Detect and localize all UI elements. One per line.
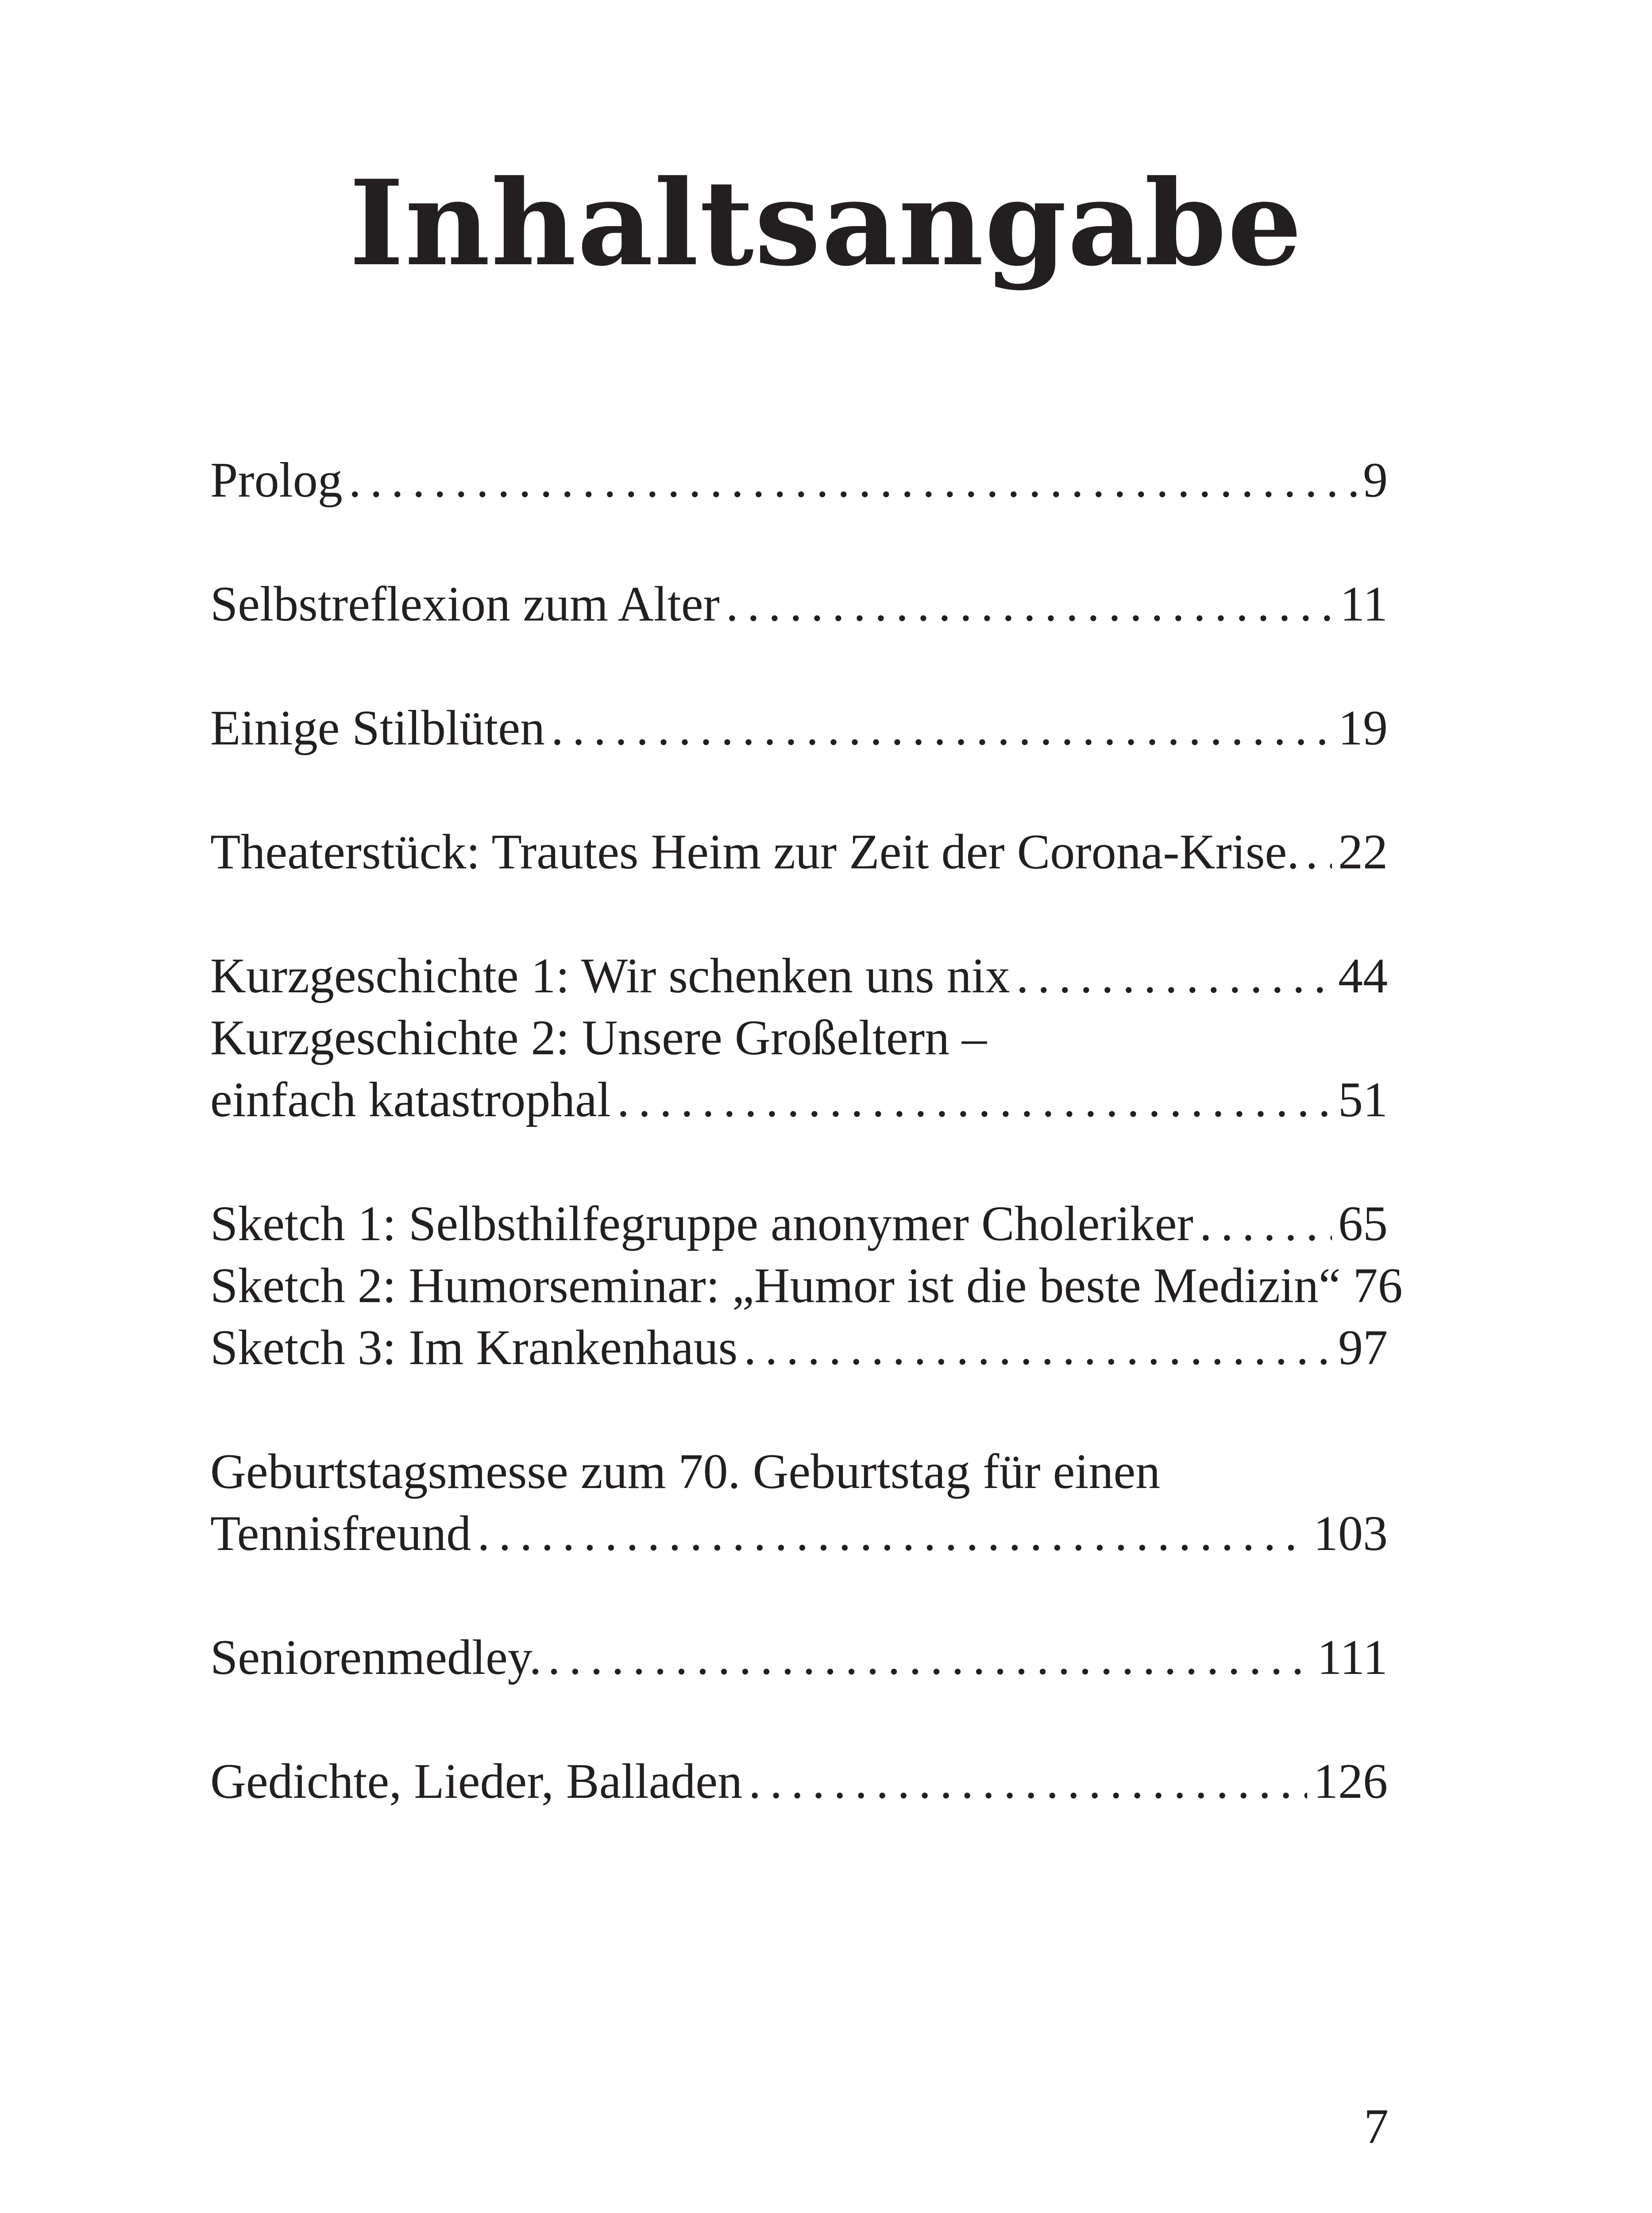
toc-entry-page: 76 <box>1353 1258 1403 1313</box>
toc-entry-label: Tennisfreund <box>210 1506 471 1561</box>
toc-entry-geburtstagsmesse[interactable] <box>210 1503 1388 1565</box>
toc-entry-kurzgeschichte-1[interactable] <box>210 945 1388 1007</box>
toc-entry-page: 65 <box>1338 1196 1388 1251</box>
toc-entry-label: Seniorenmedley. <box>210 1630 542 1685</box>
toc-entry-page: 111 <box>1317 1630 1388 1685</box>
toc-entry-label: Sketch 1: Selbsthilfegruppe anonymer Choleriker <box>210 1196 1193 1251</box>
dot-leader <box>1200 1193 1332 1255</box>
toc-entry-label: einfach katastrophal <box>210 1072 611 1127</box>
toc-entry-sketch-2[interactable] <box>210 1255 1403 1317</box>
dot-leader <box>726 573 1334 635</box>
toc-entry-label: Kurzgeschichte 2: Unsere Großeltern – <box>210 1010 987 1065</box>
toc-entry-gedichte[interactable] <box>210 1750 1388 1812</box>
toc-entry-label: Sketch 2: Humorseminar: „Humor ist die beste Medizin“ <box>210 1258 1341 1313</box>
toc-entry-page: 9 <box>1363 453 1388 508</box>
toc-entry-stilblueten[interactable] <box>210 697 1388 759</box>
toc-entry-sketch-1[interactable] <box>210 1193 1388 1255</box>
dot-leader <box>1305 821 1332 883</box>
page-title: Inhaltsangabe <box>349 154 1303 292</box>
toc-entry-label: Geburtstagsmesse zum 70. Geburtstag für einen <box>210 1444 1161 1499</box>
toc-entry-page: 97 <box>1338 1320 1388 1375</box>
dot-leader <box>749 1750 1307 1812</box>
toc-entry-page: 11 <box>1340 577 1388 632</box>
dot-leader <box>477 1503 1307 1565</box>
toc-entry-label: Gedichte, Lieder, Balladen <box>210 1754 743 1809</box>
dot-leader <box>349 449 1357 511</box>
toc-entry-label: Theaterstück: Trautes Heim zur Zeit der Corona-Krise. <box>210 825 1300 879</box>
dot-leader <box>548 1627 1311 1689</box>
dot-leader <box>551 697 1332 759</box>
toc-entry-label: Einige Stilblüten <box>210 701 545 756</box>
toc-entry-page: 103 <box>1313 1506 1388 1561</box>
dot-leader <box>744 1317 1332 1379</box>
toc-entry-geburtstagsmesse-line1[interactable] <box>210 1441 1388 1503</box>
toc-entry-page: 51 <box>1338 1072 1388 1127</box>
toc-entry-page: 126 <box>1313 1754 1388 1809</box>
dot-leader <box>1016 945 1332 1007</box>
toc-entry-prolog[interactable] <box>210 449 1388 511</box>
toc-entry-seniorenmedley[interactable] <box>210 1627 1388 1689</box>
toc-entry-sketch-3[interactable] <box>210 1317 1388 1379</box>
toc-entry-selbstreflexion[interactable] <box>210 573 1388 635</box>
toc-entry-label: Selbstreflexion zum Alter <box>210 577 720 632</box>
page-number: 7 <box>1364 2099 1389 2154</box>
toc-entry-label: Kurzgeschichte 1: Wir schenken uns nix <box>210 948 1010 1003</box>
toc-entry-page: 19 <box>1338 701 1388 756</box>
toc-entry-label: Sketch 3: Im Krankenhaus <box>210 1320 738 1375</box>
dot-leader <box>617 1069 1332 1131</box>
toc-entry-label: Prolog <box>210 453 343 508</box>
toc-entry-page: 22 <box>1338 825 1388 879</box>
toc-entry-kurzgeschichte-2-line1[interactable] <box>210 1007 1388 1069</box>
toc-entry-theaterstueck[interactable] <box>210 821 1388 883</box>
toc-entry-page: 44 <box>1338 948 1388 1003</box>
toc-entry-kurzgeschichte-2[interactable] <box>210 1069 1388 1131</box>
